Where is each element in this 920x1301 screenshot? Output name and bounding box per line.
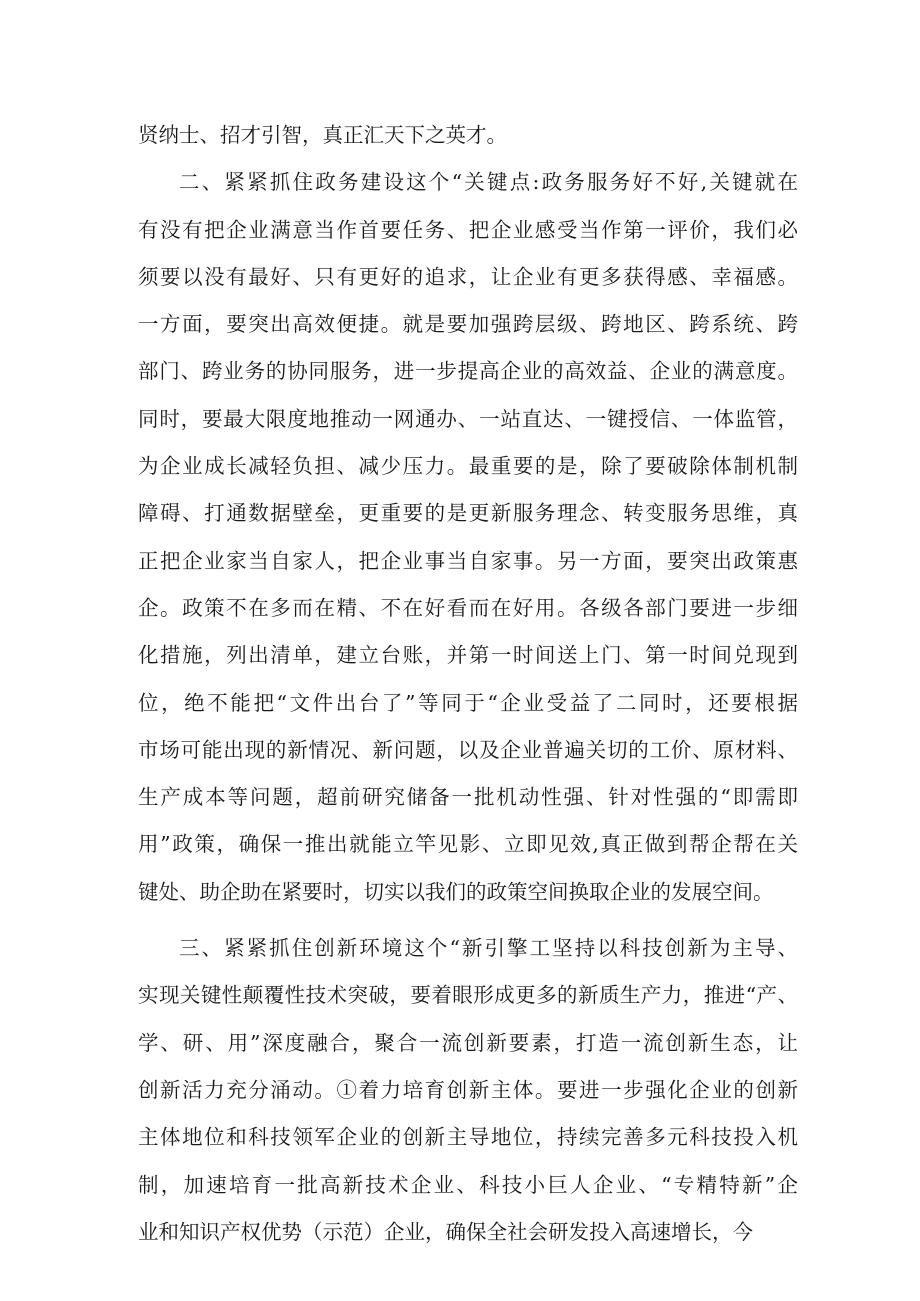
paragraph-line: 正把企业家当自家人，把企业事当自家事。另一方面，要突出政策惠 xyxy=(138,548,798,573)
paragraph-line: 须要以没有最好、只有更好的追求，让企业有更多获得感、幸福感。 xyxy=(138,264,798,289)
paragraph-line: 键处、助企助在紧要时，切实以我们的政策空间换取企业的发展空间。 xyxy=(138,879,774,904)
paragraph-gap xyxy=(138,916,798,925)
paragraph-3 xyxy=(138,925,798,1256)
paragraph-2 xyxy=(138,159,798,916)
paragraph-line: 用”政策，确保一推出就能立竿见影、立即见效,真正做到帮企帮在关 xyxy=(138,832,798,857)
paragraph-line: 企。政策不在多而在精、不在好看而在好用。各级各部门要进一步细 xyxy=(138,595,798,620)
paragraph-line: 生产成本等问题，超前研究储备一批机动性强、针对性强的“即需即 xyxy=(138,785,798,810)
paragraph-1 xyxy=(138,112,798,159)
paragraph-line: 市场可能出现的新情况、新问题，以及企业普遍关切的工价、原材料、 xyxy=(138,737,798,762)
paragraph-line: 位，绝不能把“文件出台了”等同于“企业受益了二同时，还要根据 xyxy=(138,690,798,715)
paragraph-line: 同时，要最大限度地推动一网通办、一站直达、一键授信、一体监管， xyxy=(138,406,798,431)
paragraph-line: 贤纳士、招才引智，真正汇天下之英才。 xyxy=(138,123,507,147)
paragraph-line: 三、紧紧抓住创新环境这个“新引擎工坚持以科技创新为主导、 xyxy=(179,936,798,961)
paragraph-line: 主体地位和科技领军企业的创新主导地位，持续完善多元科技投入机 xyxy=(138,1125,798,1150)
paragraph-line: 业和知识产权优势（示范）企业，确保全社会研发投入高速增长，今 xyxy=(138,1219,753,1244)
paragraph-line: 部门、跨业务的协同服务，进一步提高企业的高效益、企业的满意度。 xyxy=(138,359,798,384)
document-body xyxy=(138,112,798,1256)
paragraph-line: 为企业成长减轻负担、减少压力。最重要的是，除了要破除体制机制 xyxy=(138,454,798,479)
paragraph-line: 一方面，要突出高效便捷。就是要加强跨层级、跨地区、跨系统、跨 xyxy=(138,312,798,337)
paragraph-line: 实现关键性颠覆性技术突破，要着眼形成更多的新质生产力，推进“产、 xyxy=(138,983,798,1008)
paragraph-line: 创新活力充分涌动。①着力培育创新主体。要进一步强化企业的创新 xyxy=(138,1077,798,1102)
paragraph-line: 化措施，列出清单，建立台账，并第一时间送上门、第一时间兑现到 xyxy=(138,643,798,668)
paragraph-line: 有没有把企业满意当作首要任务、把企业感受当作第一评价，我们必 xyxy=(138,217,798,242)
paragraph-line: 障碍、打通数据壁垒，更重要的是更新服务理念、转变服务思维，真 xyxy=(138,501,798,526)
paragraph-line: 制，加速培育一批高新技术企业、科技小巨人企业、“专精特新”企 xyxy=(138,1172,798,1197)
paragraph-line: 二、紧紧抓住政务建设这个“关键点:政务服务好不好,关键就在 xyxy=(179,170,798,195)
paragraph-line: 学、研、用”深度融合，聚合一流创新要素，打造一流创新生态，让 xyxy=(138,1030,798,1055)
